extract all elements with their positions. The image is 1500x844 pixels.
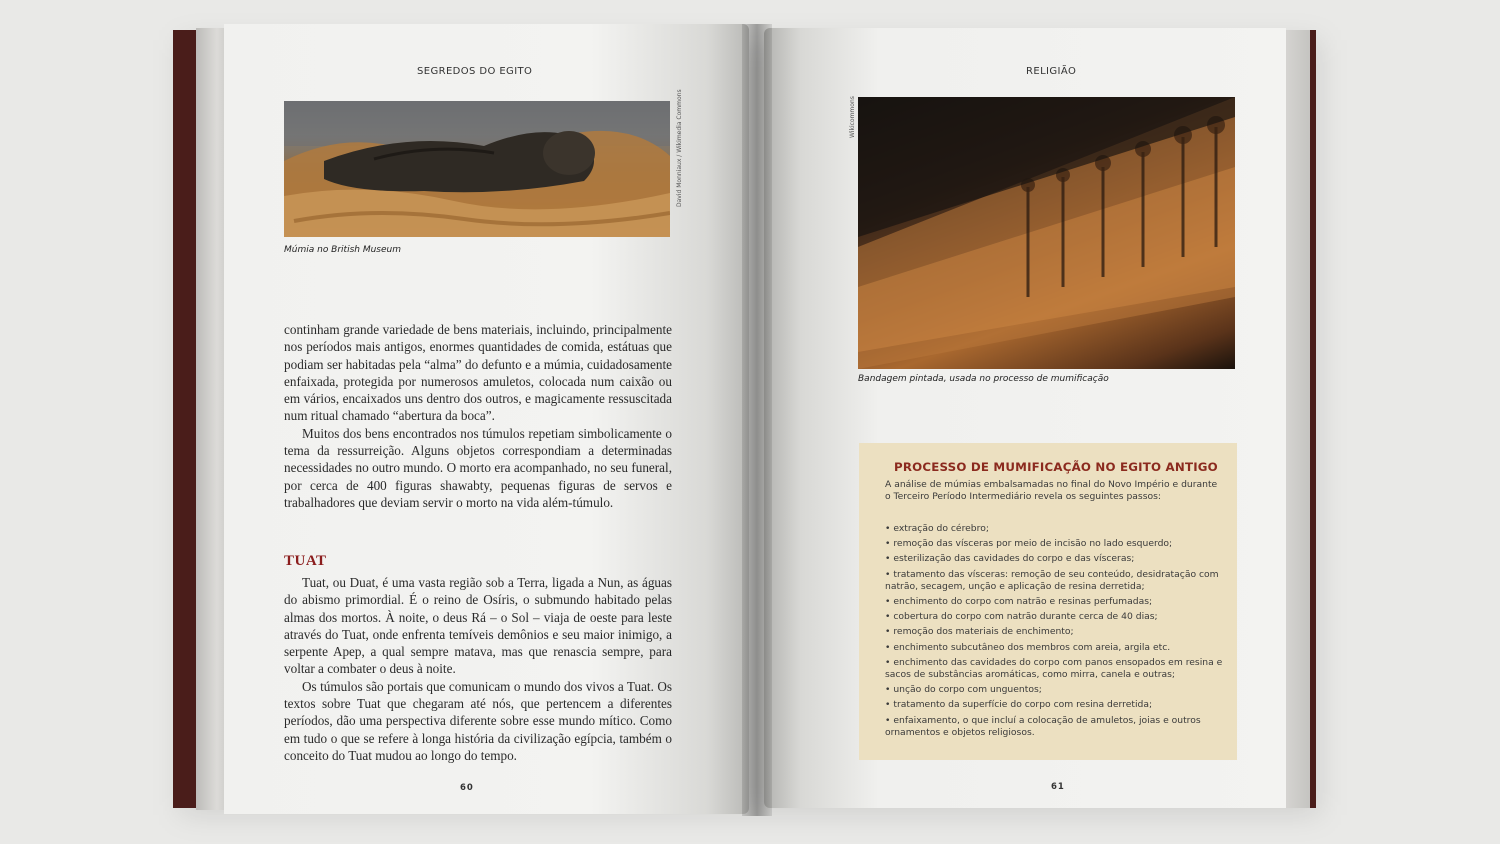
step-item: • enchimento subcutâneo dos membros com areia, argila etc.: [885, 642, 1230, 654]
mummification-box: [859, 443, 1237, 760]
body-text-tuat: [284, 574, 672, 764]
running-head-left: SEGREDOS DO EGITO: [417, 66, 533, 77]
mummy-photo: [284, 101, 670, 237]
step-item: • tratamento da superfície do corpo com resina derretida;: [885, 699, 1230, 711]
step-item: • enchimento das cavidades do corpo com panos ensopados em resina e sacos de substâncias aromáticas, como mirra, canela e outras;: [885, 657, 1230, 681]
page-edges-left: [196, 28, 226, 810]
box-title: PROCESSO DE MUMIFICAÇÃO NO EGITO ANTIGO: [894, 460, 1218, 474]
step-item: • remoção dos materiais de enchimento;: [885, 626, 1230, 638]
step-item: • esterilização das cavidades do corpo e das vísceras;: [885, 553, 1230, 565]
photo-credit-left: David Monniaux / Wikimedia Commons: [676, 89, 683, 207]
photo-credit-right: Wikicommons: [849, 96, 856, 138]
paragraph-2: Muitos dos bens encontrados nos túmulos repetiam simbolicamente o tema da ressurreição. Alguns objetos correspondiam a determinadas necessidades no outro mundo. O morto era acompanhado, no seu funeral, por cerca de 400 figuras shawabty, pequenas figuras de servos e trabalhadores que deviam servir o morto na vida além-túmulo.: [284, 425, 672, 510]
page-number-right: 61: [1051, 782, 1065, 792]
step-item: • enfaixamento, o que incluí a colocação de amuletos, joias e outros ornamentos e objetos religiosos.: [885, 715, 1230, 739]
running-head-right: RELIGIÃO: [1026, 66, 1077, 77]
box-intro: A análise de múmias embalsamadas no final do Novo Império e durante o Terceiro Período Intermediário revela os seguintes passos:: [885, 479, 1218, 503]
page-number-left: 60: [460, 783, 474, 793]
step-item: • unção do corpo com unguentos;: [885, 684, 1230, 696]
section-title-tuat: TUAT: [284, 553, 327, 569]
photo-caption-right: Bandagem pintada, usada no processo de mumificação: [858, 374, 1109, 384]
paragraph-4: Os túmulos são portais que comunicam o mundo dos vivos a Tuat. Os textos sobre Tuat que chegaram até nós, que pertencem a diferentes períodos, dão uma perspectiva diferente sobre esse mundo mítico. Como em tudo o que se refere à longa história da civilização egípcia, também o conceito do Tuat mudou ao longo do tempo.: [284, 678, 672, 763]
paragraph-1: continham grande variedade de bens materiais, incluindo, principalmente nos períodos mais antigos, enormes quantidades de comida, estátuas que podiam ser habitadas pela “alma” do defunto e a múmia, cuidadosamente enfaixada, protegida por numerosos amuletos, colocada num caixão ou em vários, encaixados uns dentro dos outros, e magicamente ressuscitada num ritual chamado “abertura da boca”.: [284, 322, 672, 424]
bandage-photo: [858, 97, 1235, 369]
step-item: • extração do cérebro;: [885, 523, 1230, 535]
step-item: • tratamento das vísceras: remoção de seu conteúdo, desidratação com natrão, secagem, unção e aplicação de resina derretida;: [885, 569, 1230, 593]
mummification-steps: [885, 523, 1230, 742]
page-edges-right: [1282, 30, 1310, 808]
step-item: • cobertura do corpo com natrão durante cerca de 40 dias;: [885, 611, 1230, 623]
photo-caption-left: Múmia no British Museum: [284, 245, 402, 255]
paragraph-3: Tuat, ou Duat, é uma vasta região sob a Terra, ligada a Nun, as águas do abismo primordial. É o reino de Osíris, o submundo habitado pelas almas dos mortos. À noite, o deus Rá – o Sol – viaja de oeste para leste através do Tuat, onde enfrenta temíveis demônios e seu maior inimigo, a serpente Apep, a qual sempre matava, mas que renascia sempre, para voltar a combater o deus à noite.: [284, 575, 672, 677]
step-item: • remoção das vísceras por meio de incisão no lado esquerdo;: [885, 538, 1230, 550]
body-text-intro: [284, 321, 672, 511]
step-item: • enchimento do corpo com natrão e resinas perfumadas;: [885, 596, 1230, 608]
book-gutter: [742, 24, 772, 816]
